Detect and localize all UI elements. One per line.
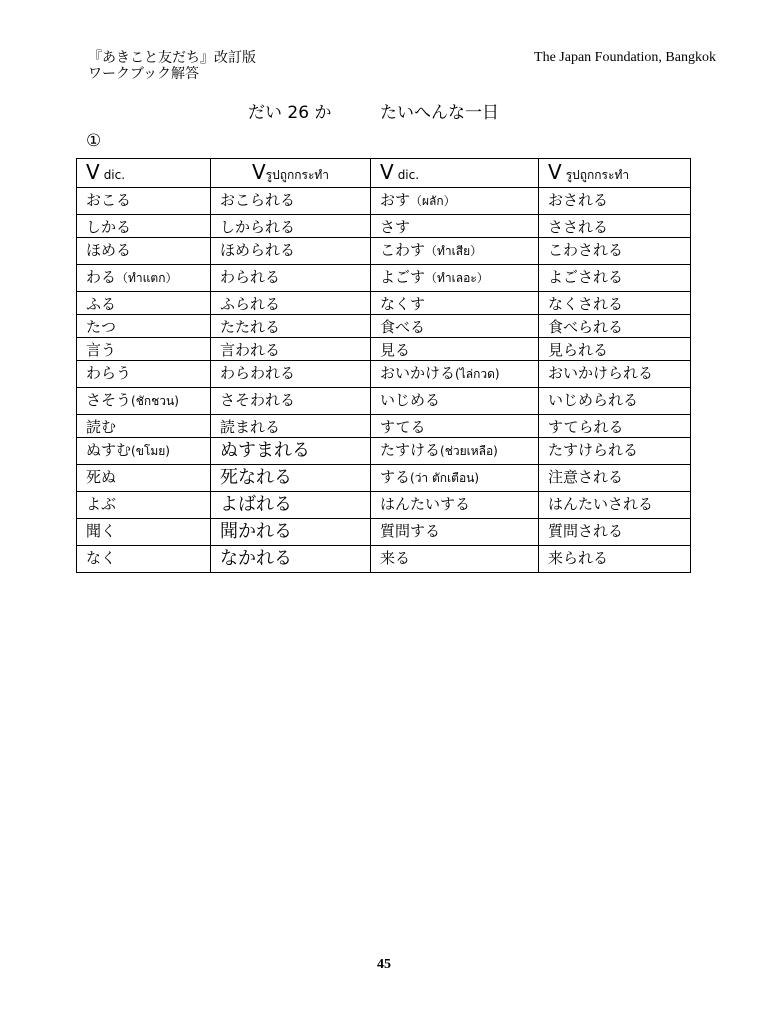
header-verb-mark: V [548,160,562,184]
verb-text: なかれる [220,548,292,569]
verb-text: 見られる [548,341,609,359]
verb-text: なくされる [548,295,624,313]
verb-text: わらわれる [220,364,296,382]
cell-dictionary-form [371,292,539,315]
thai-gloss: (ว่า ตักเตือน) [410,471,480,485]
verb-text: 言われる [220,341,281,359]
cell-passive-form [539,415,691,438]
cell-passive-form [211,438,371,465]
verb-text: こわす [380,241,426,259]
verb-text: おされる [548,191,609,209]
verb-text: 来られる [548,549,609,567]
verb-text: いじめる [380,391,441,409]
header-sub-label: dic. [103,168,126,182]
verb-text: おこられる [220,191,296,209]
table-row [77,438,691,465]
cell-dictionary-form [77,465,211,492]
header-sub-label: รูปถูกกระทำ [565,168,630,182]
verb-text: よごす [380,268,426,286]
cell-passive-form [211,292,371,315]
cell-dictionary-form [77,438,211,465]
verb-text: おいかけられる [548,364,654,382]
table-row [77,215,691,238]
cell-dictionary-form [77,292,211,315]
cell-dictionary-form [371,265,539,292]
table-row [77,292,691,315]
verb-text: よごされる [548,268,624,286]
column-header-dictionary-form [371,159,539,188]
verb-text: たすけられる [548,441,639,459]
cell-passive-form [539,438,691,465]
verb-text: ぬすむ [86,441,132,459]
cell-dictionary-form [77,188,211,215]
verb-text: 質問される [548,522,624,540]
book-title: 『あきこと友だち』改訂版 [88,50,256,66]
table-body [77,188,691,573]
verb-text: ほめられる [220,241,296,259]
cell-passive-form [211,338,371,361]
verb-text: おす [380,191,411,209]
cell-passive-form [539,519,691,546]
verb-text: 見る [380,341,411,359]
cell-passive-form [539,338,691,361]
cell-passive-form [539,188,691,215]
table-row [77,546,691,573]
cell-passive-form [539,315,691,338]
column-header-dictionary-form [77,159,211,188]
cell-passive-form [539,546,691,573]
cell-dictionary-form [371,388,539,415]
verb-text: こわされる [548,241,624,259]
verb-text: ふる [86,295,117,313]
cell-passive-form [539,292,691,315]
verb-text: おこる [86,191,132,209]
verb-text: さす [380,218,411,236]
cell-passive-form [211,265,371,292]
verb-text: 注意される [548,468,624,486]
table-row [77,519,691,546]
verb-text: 聞く [86,522,117,540]
column-header-passive-form [211,159,371,188]
verb-text: はんたいする [380,495,471,513]
table-row [77,265,691,292]
cell-dictionary-form [77,388,211,415]
cell-dictionary-form [371,519,539,546]
cell-passive-form [211,465,371,492]
table-row [77,492,691,519]
table-row [77,415,691,438]
cell-dictionary-form [77,415,211,438]
verb-text: ほめる [86,241,132,259]
verb-text: さそう [86,391,132,409]
verb-text: すてる [380,418,426,436]
cell-dictionary-form [371,338,539,361]
verb-text: はんたいされる [548,495,654,513]
thai-gloss: (ไล่กวด) [455,367,500,381]
book-subtitle: ワークブック解答 [88,66,200,82]
cell-dictionary-form [77,265,211,292]
cell-passive-form [211,415,371,438]
cell-passive-form [211,361,371,388]
cell-passive-form [539,361,691,388]
book-header [88,50,256,82]
page-number: 45 [377,957,391,972]
table-header-row [77,159,691,188]
thai-gloss: (ชักชวน) [131,394,179,408]
verb-text: さされる [548,218,609,236]
cell-dictionary-form [77,492,211,519]
cell-dictionary-form [77,519,211,546]
verb-text: 来る [380,549,411,567]
header-sub-label: รูปถูกกระทำ [265,168,330,182]
thai-gloss: (ขโมย) [131,444,170,458]
cell-dictionary-form [77,238,211,265]
cell-dictionary-form [371,315,539,338]
passive-form-table [76,158,691,573]
cell-passive-form [211,315,371,338]
table-row [77,361,691,388]
verb-text: 食べられる [548,318,624,336]
cell-passive-form [211,546,371,573]
verb-text: たたれる [220,318,281,336]
cell-passive-form [539,465,691,492]
lesson-number: だい 26 か [248,103,332,123]
verb-text: 死ぬ [86,468,117,486]
verb-text: 言う [86,341,117,359]
cell-dictionary-form [371,492,539,519]
lesson-title: たいへんな一日 [380,103,499,123]
verb-text: わられる [220,268,281,286]
header-verb-mark: V [86,160,100,184]
cell-dictionary-form [77,338,211,361]
column-header-passive-form [539,159,691,188]
exercise-marker: ① [86,131,102,151]
verb-text: 読まれる [220,418,281,436]
verb-text: 質問する [380,522,441,540]
verb-text: たつ [86,318,117,336]
cell-passive-form [211,388,371,415]
cell-dictionary-form [371,438,539,465]
cell-passive-form [211,238,371,265]
table-row [77,388,691,415]
verb-text: よばれる [220,494,292,515]
table-row [77,188,691,215]
thai-gloss: （ทำแตก） [116,271,178,285]
header-verb-mark: V [380,160,394,184]
cell-dictionary-form [371,465,539,492]
verb-text: 読む [86,418,117,436]
verb-text: しかる [86,218,132,236]
publisher: The Japan Foundation, Bangkok [534,50,716,65]
cell-passive-form [539,388,691,415]
verb-text: する [380,468,411,486]
cell-passive-form [211,188,371,215]
cell-dictionary-form [371,238,539,265]
cell-passive-form [539,238,691,265]
verb-text: おいかける [380,364,456,382]
cell-passive-form [211,519,371,546]
thai-gloss: （ทำเสีย） [425,244,483,258]
header-verb-mark: V [251,160,266,184]
cell-passive-form [211,492,371,519]
verb-text: さそわれる [220,391,296,409]
verb-text: なく [86,549,117,567]
verb-text: よぶ [86,495,117,513]
cell-dictionary-form [77,361,211,388]
verb-text: しかられる [220,218,296,236]
thai-gloss: (ช่วยเหลือ) [440,444,498,458]
verb-text: すてられる [548,418,624,436]
table-row [77,465,691,492]
cell-passive-form [539,492,691,519]
verb-text: 聞かれる [220,521,292,542]
header-sub-label: dic. [397,168,420,182]
table-row [77,315,691,338]
verb-text: わらう [86,364,132,382]
verb-text: わる [86,268,117,286]
cell-dictionary-form [77,546,211,573]
cell-dictionary-form [371,361,539,388]
cell-dictionary-form [371,215,539,238]
verb-text: たすける [380,441,441,459]
cell-dictionary-form [371,546,539,573]
thai-gloss: （ทำเลอะ） [425,271,489,285]
verb-text: ふられる [220,295,281,313]
verb-text: ぬすまれる [220,440,310,461]
verb-text: 死なれる [220,467,292,488]
thai-gloss: （ผลัก） [410,194,456,208]
cell-dictionary-form [77,315,211,338]
verb-text: なくす [380,295,426,313]
cell-passive-form [211,215,371,238]
verb-text: いじめられる [548,391,639,409]
cell-passive-form [539,215,691,238]
cell-dictionary-form [371,188,539,215]
table-row [77,338,691,361]
verb-text: 食べる [380,318,426,336]
table-row [77,238,691,265]
cell-dictionary-form [77,215,211,238]
cell-dictionary-form [371,415,539,438]
cell-passive-form [539,265,691,292]
